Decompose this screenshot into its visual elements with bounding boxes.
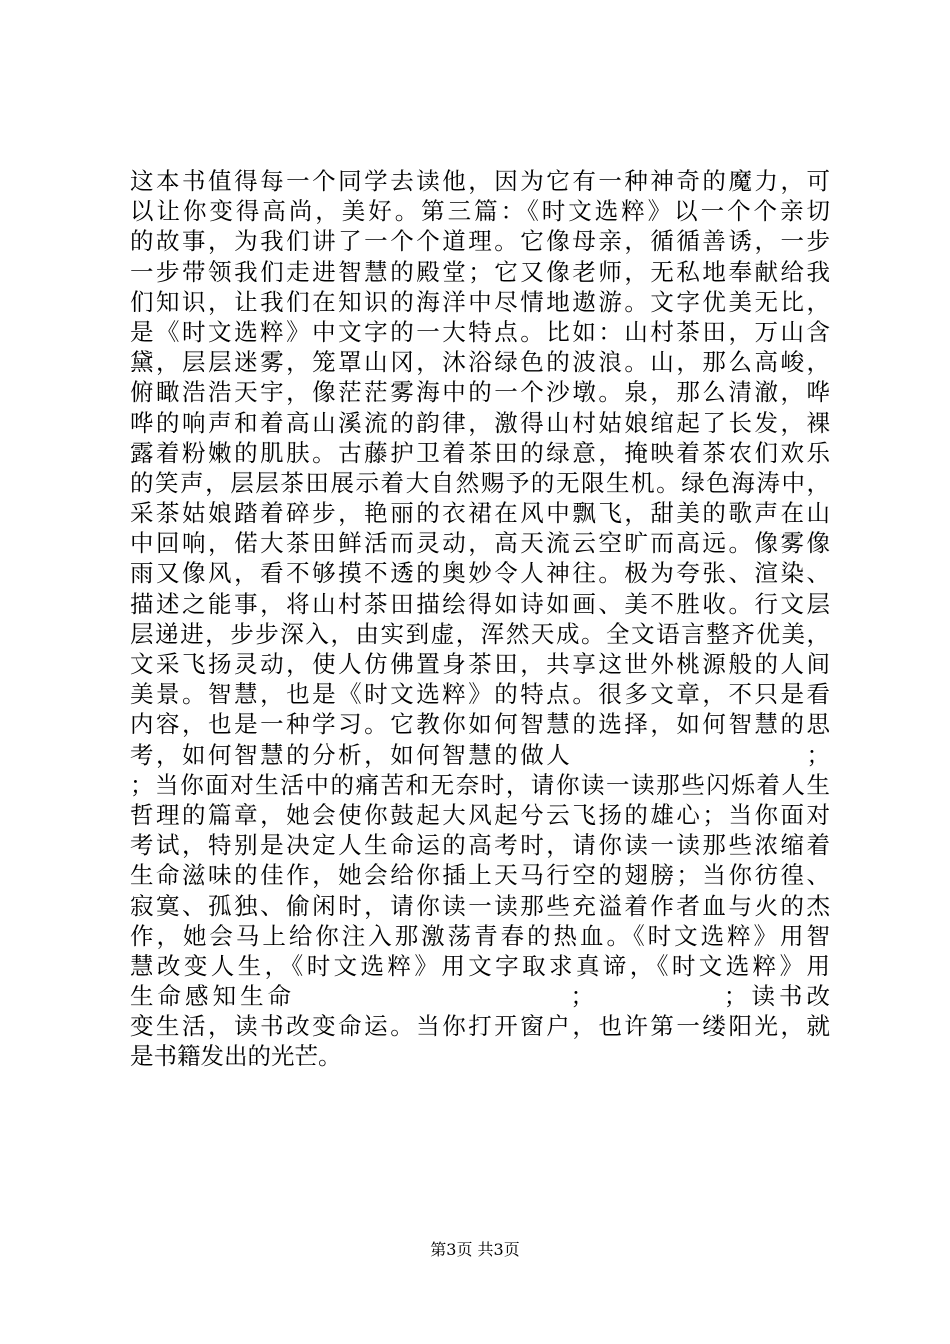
text-line: 慧改变人生，《时文选粹》用文字取求真谛，《时文选粹》用 bbox=[130, 951, 830, 980]
text-line: 生命滋味的佳作，她会给你插上天马行空的翅膀；当你彷徨、 bbox=[130, 861, 830, 890]
text-line: 是书籍发出的光芒。 bbox=[130, 1042, 342, 1071]
text-line: 是《时文选粹》中文字的一大特点。比如：山村茶田，万山含 bbox=[130, 317, 830, 346]
text-line: 层递进，步步深入，由实到虚，浑然天成。全文语言整齐优美， bbox=[130, 619, 830, 648]
body-text bbox=[130, 166, 830, 1072]
text-line: 雨又像风，看不够摸不透的奥妙令人神往。极为夸张、渲染、 bbox=[130, 559, 830, 588]
text-line: 们知识，让我们在知识的海洋中尽情地遨游。文字优美无比， bbox=[130, 287, 830, 316]
text-line: 俯瞰浩浩天宇，像茫茫雾海中的一个沙墩。泉，那么清澈，哗 bbox=[130, 378, 830, 407]
text-line: 黛，层层迷雾，笼罩山冈，沐浴绿色的波浪。山，那么高峻， bbox=[130, 348, 830, 377]
text-line: 内容，也是一种学习。它教你如何智慧的选择，如何智慧的思 bbox=[130, 710, 830, 739]
text-line: 考，如何智慧的分析，如何智慧的做人 ； bbox=[130, 740, 830, 769]
text-line: 文采飞扬灵动，使人仿佛置身茶田，共享这世外桃源般的人间 bbox=[130, 650, 830, 678]
page-footer: 第3页 共3页 bbox=[430, 1240, 520, 1259]
text-line: 的故事，为我们讲了一个个道理。它像母亲，循循善诱，一步 bbox=[130, 227, 830, 256]
text-line: 描述之能事，将山村茶田描绘得如诗如画、美不胜收。行文层 bbox=[130, 589, 830, 618]
text-line: 中回响，偌大茶田鲜活而灵动，高天流云空旷而高远。像雾像 bbox=[130, 529, 830, 558]
text-line: 哗的响声和着高山溪流的韵律，激得山村姑娘绾起了长发，裸 bbox=[130, 408, 830, 437]
text-line: 考试，特别是决定人生命运的高考时，请你读一读那些浓缩着 bbox=[130, 831, 830, 860]
text-line: 一步带领我们走进智慧的殿堂；它又像老师，无私地奉献给我 bbox=[130, 257, 830, 286]
text-line: 的笑声，层层茶田展示着大自然赐予的无限生机。绿色海涛中， bbox=[130, 468, 830, 497]
text-line: 这本书值得每一个同学去读他，因为它有一种神奇的魔力，可 bbox=[130, 167, 830, 195]
text-line: 美景。智慧，也是《时文选粹》的特点。很多文章，不只是看 bbox=[130, 680, 830, 709]
text-line: 作，她会马上给你注入那激荡青春的热血。《时文选粹》用智 bbox=[130, 921, 830, 950]
text-line: 哲理的篇章，她会使你鼓起大风起兮云飞扬的雄心；当你面对 bbox=[130, 800, 830, 829]
text-line: 寂寞、孤独、偷闲时，请你读一读那些充溢着作者血与火的杰 bbox=[130, 891, 830, 920]
text-line: 采茶姑娘踏着碎步，艳丽的衣裙在风中飘飞，甜美的歌声在山 bbox=[130, 499, 830, 528]
text-line: ；当你面对生活中的痛苦和无奈时，请你读一读那些闪烁着人生 bbox=[130, 770, 830, 799]
text-line: 以让你变得高尚，美好。第三篇：《时文选粹》以一个个亲切 bbox=[130, 197, 830, 226]
text-line: 生命感知生命 ； ；读书改 bbox=[130, 982, 830, 1011]
text-line: 露着粉嫩的肌肤。古藤护卫着茶田的绿意，掩映着茶农们欢乐 bbox=[130, 438, 830, 467]
text-line: 变生活，读书改变命运。当你打开窗户，也许第一缕阳光，就 bbox=[130, 1012, 830, 1041]
